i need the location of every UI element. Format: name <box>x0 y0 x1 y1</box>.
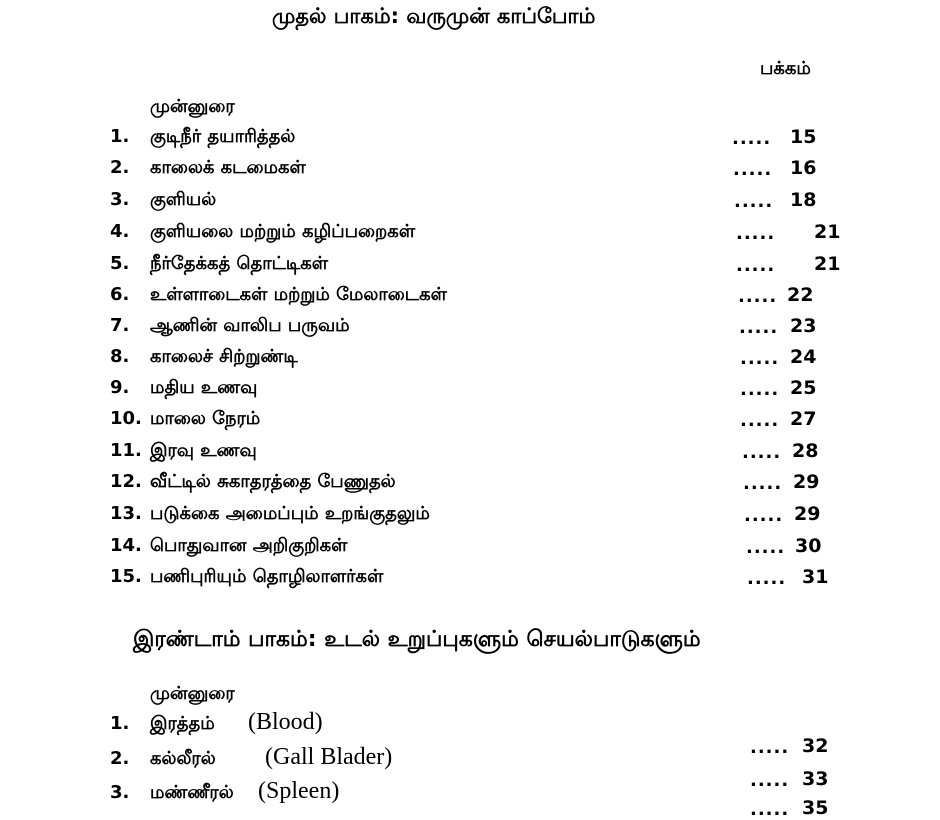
list-item <box>110 408 870 438</box>
item-number: 4. <box>110 221 130 242</box>
item-number: 2. <box>110 748 130 769</box>
item-title: நீர்தேக்கத் தொட்டிகள் <box>150 253 329 274</box>
leader-dots: ..... <box>740 348 780 369</box>
leader-dots: ..... <box>736 255 776 276</box>
item-title: காலைக் கடமைகள் <box>150 157 306 178</box>
item-title: பணிபுரியும் தொழிலாளர்கள் <box>150 566 384 587</box>
item-title: குடிநீர் தயாரித்தல் <box>150 126 296 147</box>
item-number: 5. <box>110 253 130 274</box>
item-title: ஆணின் வாலிப பருவம் <box>150 315 350 336</box>
item-title-english: (Blood) <box>248 709 323 735</box>
list-item <box>110 377 870 407</box>
leader-dots: ..... <box>740 379 780 400</box>
item-number: 13. <box>110 503 142 524</box>
leader-dots: ..... <box>734 191 774 212</box>
item-title: மாலை நேரம் <box>150 408 261 429</box>
list-item <box>110 471 870 501</box>
item-number: 8. <box>110 346 130 367</box>
item-number: 14. <box>110 535 142 556</box>
page-number: 15 <box>790 126 817 148</box>
item-number: 3. <box>110 782 130 803</box>
page-number: 31 <box>802 566 829 588</box>
item-title-english: (Gall Blader) <box>265 744 393 770</box>
item-number: 2. <box>110 157 130 178</box>
leader-dots: ..... <box>740 410 780 431</box>
list-item <box>110 157 870 187</box>
page-number: 33 <box>802 768 829 790</box>
leader-dots: ..... <box>733 159 773 180</box>
item-number: 11. <box>110 440 142 461</box>
page-number: 16 <box>790 157 817 179</box>
leader-dots: ..... <box>732 128 772 149</box>
part1-intro: முன்னுரை <box>150 96 235 117</box>
item-title: குளியல் <box>150 189 217 210</box>
page-number: 27 <box>790 408 817 430</box>
page-number: 21 <box>814 221 841 243</box>
list-item <box>110 315 870 345</box>
item-number: 15. <box>110 566 142 587</box>
page-number: 30 <box>795 535 822 557</box>
leader-dots: ..... <box>750 799 790 820</box>
page-number: 24 <box>790 346 817 368</box>
list-item <box>110 284 870 314</box>
item-number: 1. <box>110 713 130 734</box>
page-number: 35 <box>802 797 829 819</box>
leader-dots: ..... <box>743 473 783 494</box>
item-title: பொதுவான அறிகுறிகள் <box>150 535 348 556</box>
list-item <box>110 189 870 219</box>
page-number: 29 <box>793 471 820 493</box>
leader-dots: ..... <box>738 286 778 307</box>
item-number: 3. <box>110 189 130 210</box>
leader-dots: ..... <box>744 505 784 526</box>
item-title: வீட்டில் சுகாதரத்தை பேணுதல் <box>150 471 396 492</box>
item-title-tamil: மண்ணீரல் <box>150 782 234 803</box>
item-number: 10. <box>110 408 142 429</box>
item-title: குளியலை மற்றும் கழிப்பறைகள் <box>150 221 416 242</box>
item-title: இரவு உணவு <box>150 440 257 461</box>
item-title-english: (Spleen) <box>258 778 340 804</box>
list-item <box>110 566 870 596</box>
page-number: 25 <box>790 377 817 399</box>
page-number: 32 <box>802 735 829 757</box>
list-item <box>110 503 870 533</box>
item-title-tamil: கல்லீரல் <box>150 748 216 769</box>
leader-dots: ..... <box>750 770 790 791</box>
leader-dots: ..... <box>750 737 790 758</box>
page-number: 28 <box>792 440 819 462</box>
page-number: 23 <box>790 315 817 337</box>
part2-intro: முன்னுரை <box>150 683 235 704</box>
page-number: 18 <box>790 189 817 211</box>
item-number: 6. <box>110 284 130 305</box>
leader-dots: ..... <box>746 537 786 558</box>
page-column-header: பக்கம் <box>760 58 811 79</box>
list-item <box>110 126 870 156</box>
item-title: படுக்கை அமைப்பும் உறங்குதலும் <box>150 503 430 524</box>
list-item <box>110 535 870 565</box>
item-number: 1. <box>110 126 130 147</box>
item-title-tamil: இரத்தம் <box>150 713 215 734</box>
list-item <box>110 346 870 376</box>
item-title: காலைச் சிற்றுண்டி <box>150 346 298 367</box>
list-item <box>110 440 870 470</box>
leader-dots: ..... <box>736 223 776 244</box>
part2-title: இரண்டாம் பாகம்: உடல் உறுப்புகளும் செயல்பாடுகளும் <box>133 627 701 652</box>
page-number: 22 <box>787 284 814 306</box>
leader-dots: ..... <box>747 568 787 589</box>
item-title: மதிய உணவு <box>150 377 258 398</box>
part1-title: முதல் பாகம்: வருமுன் காப்போம் <box>272 4 596 28</box>
list-item <box>110 253 870 283</box>
item-number: 7. <box>110 315 130 336</box>
list-item <box>110 221 870 251</box>
item-title: உள்ளாடைகள் மற்றும் மேலாடைகள் <box>150 284 447 305</box>
page-number: 21 <box>814 253 841 275</box>
leader-dots: ..... <box>742 442 782 463</box>
leader-dots: ..... <box>739 317 779 338</box>
page-number: 29 <box>794 503 821 525</box>
item-number: 12. <box>110 471 142 492</box>
item-number: 9. <box>110 377 130 398</box>
